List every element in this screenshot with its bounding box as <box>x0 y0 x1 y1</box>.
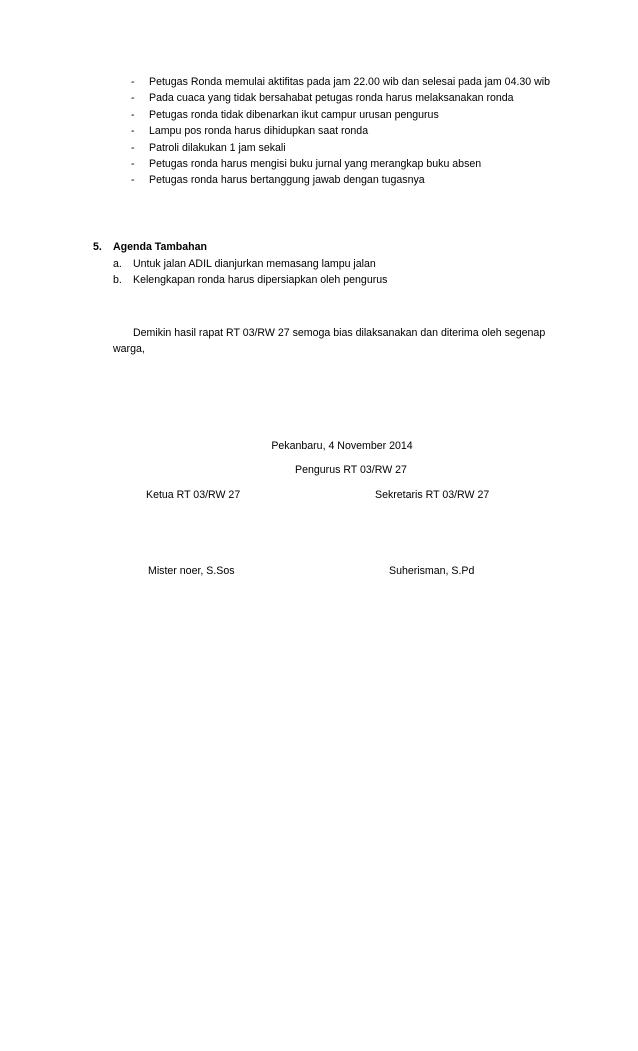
list-item-text: Kelengkapan ronda harus dipersiapkan oleh pengurus <box>133 274 388 287</box>
list-item-text: Patroli dilakukan 1 jam sekali <box>149 141 286 154</box>
section-number: 5. <box>93 241 102 253</box>
list-item <box>113 256 387 272</box>
list-marker: - <box>131 158 135 171</box>
list-marker: - <box>131 76 135 88</box>
list-item <box>131 74 581 90</box>
list-item-text: Petugas ronda tidak dibenarkan ikut campur urusan pengurus <box>149 108 439 121</box>
list-item-text: Untuk jalan ADIL dianjurkan memasang lampu jalan <box>133 258 376 270</box>
list-item-text: Lampu pos ronda harus dihidupkan saat ronda <box>149 125 369 138</box>
section-title: Agenda Tambahan <box>113 241 207 253</box>
list-marker: a. <box>113 258 122 270</box>
chairman-title: Ketua RT 03/RW 27 <box>146 489 241 501</box>
chairman-name: Mister noer, S.Sos <box>148 565 235 577</box>
list-item <box>131 123 581 139</box>
list-marker: - <box>131 174 135 187</box>
list-item-text: Petugas Ronda memulai aktifitas pada jam 22.00 wib dan selesai pada jam 04.30 wib <box>149 76 551 88</box>
section-heading <box>93 239 207 255</box>
list-item <box>131 90 581 106</box>
list-marker: - <box>131 141 135 154</box>
list-item <box>131 156 581 172</box>
list-item-text: Petugas ronda harus mengisi buku jurnal yang merangkap buku absen <box>149 158 482 171</box>
ronda-rules-list <box>131 74 581 189</box>
committee-name: Pengurus RT 03/RW 27 <box>295 464 407 476</box>
list-item <box>113 272 387 288</box>
additional-agenda-list <box>113 256 387 289</box>
list-marker: - <box>131 108 135 121</box>
list-item <box>131 140 581 156</box>
list-item <box>131 172 581 188</box>
secretary-name: Suherisman, S.Pd <box>389 565 475 577</box>
list-item <box>131 107 581 123</box>
list-marker: - <box>131 92 135 105</box>
secretary-title: Sekretaris RT 03/RW 27 <box>375 489 490 501</box>
list-item-text: Petugas ronda harus bertanggung jawab dengan tugasnya <box>149 174 425 187</box>
list-marker: b. <box>113 274 122 287</box>
list-marker: - <box>131 125 135 138</box>
closing-paragraph: Demikin hasil rapat RT 03/RW 27 semoga bias dilaksanakan dan diterima oleh segenap warga, <box>113 327 546 356</box>
list-item-text: Pada cuaca yang tidak bersahabat petugas ronda harus melaksanakan ronda <box>149 92 514 105</box>
place-date: Pekanbaru, 4 November 2014 <box>271 440 413 452</box>
